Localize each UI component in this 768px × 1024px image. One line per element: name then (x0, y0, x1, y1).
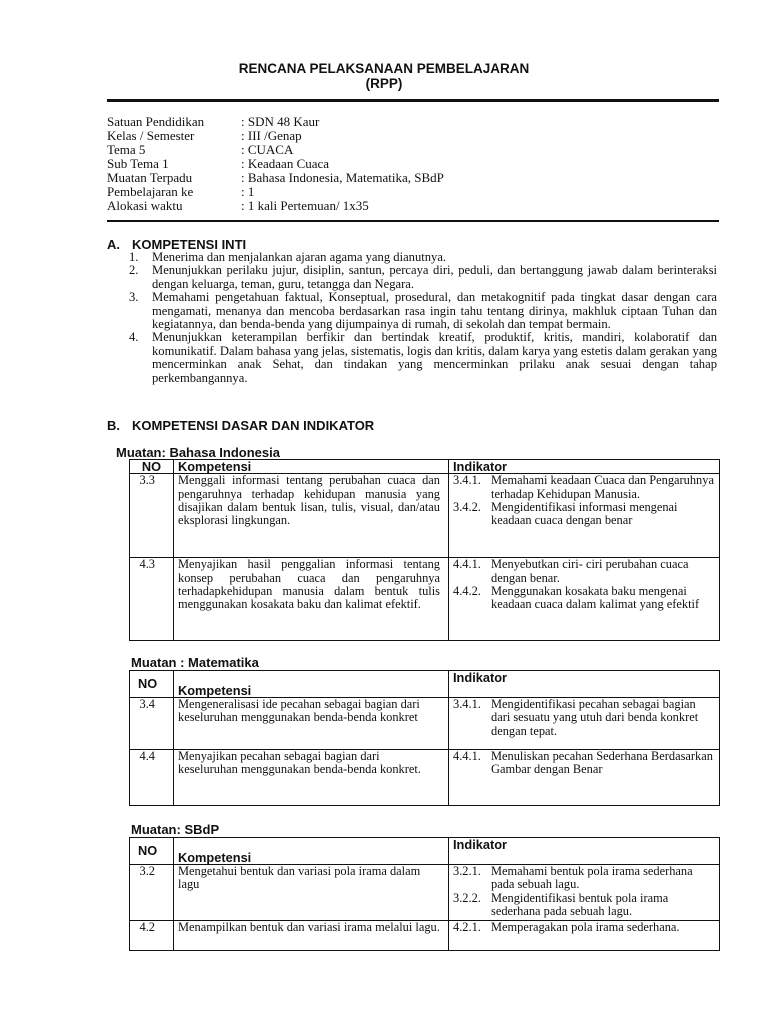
row-number: 4.3 (130, 558, 174, 641)
doc-title: RENCANA PELAKSANAAN PEMBELAJARAN (238, 61, 530, 76)
table-row (130, 558, 720, 641)
identity-value: : CUACA (241, 142, 294, 157)
row-kompetensi: Menyajikan hasil penggalian informasi tentang konsep perubahan cuaca dan pengaruhnya terhadapkehidupan manusia dalam bentuk tulis menggunakan kosakata baku dan kalimat efektif. (174, 558, 449, 641)
table-sbdp (129, 837, 720, 951)
row-indikator (449, 474, 720, 558)
row-indikator (449, 865, 720, 921)
indicator-code: 3.2.2. (453, 890, 481, 905)
list-item-text: Memahami pengetahuan faktual, Konseptual, prosedural, dan metakognitif pada tingkat dasar dengan cara mengamati, menanya dan mencoba berdasarkan rasa ingin tahu tentang dirinya, makhluk ciptaan Tuhan dan kegiatannya, dan benda-benda yang dijumpainya di rumah, di sekolah dan tempat bermain. (152, 290, 717, 332)
identity-row (107, 199, 719, 213)
indicator-item (453, 474, 715, 501)
list-item (129, 264, 717, 291)
list-item-number: 3. (129, 290, 139, 305)
top-divider (107, 99, 719, 102)
identity-label: Satuan Pendidikan (107, 114, 205, 129)
indicator-item (453, 865, 715, 892)
indicator-code: 3.4.2. (453, 499, 481, 514)
identity-row (107, 129, 719, 143)
doc-subtitle: (RPP) (365, 76, 403, 91)
row-number: 3.2 (130, 865, 174, 921)
row-kompetensi: Menggali informasi tentang perubahan cuaca dan pengaruhnya terhadap kehidupan manusia yang disajikan dalam bentuk lisan, tulis, visual, dan/atau eksplorasi lingkungan. (174, 474, 449, 558)
row-number: 3.3 (130, 474, 174, 558)
list-item-text: Menunjukkan keterampilan berfikir dan bertindak kreatif, produktif, kritis, mandiri, kolaboratif dan komunikatif. Dalam bahasa yang jelas, sistematis, logis dan kritis, dalam karya yang estetis dalam gerakan yang mencerminkan anak Sehat, dan tindakan yang mencerminkan prilaku anak sesuai dengan tahap perkembangannya. (152, 330, 717, 385)
identity-block (107, 115, 719, 213)
muatan-matematika-label: Muatan : Matematika (131, 655, 259, 670)
row-kompetensi: Mengetahui bentuk dan variasi pola irama dalam lagu (174, 865, 449, 921)
indicator-item (453, 501, 715, 528)
row-kompetensi: Menampilkan bentuk dan variasi irama melalui lagu. (174, 921, 449, 951)
indicator-code: 3.2.1. (453, 864, 481, 878)
identity-label: Sub Tema 1 (107, 156, 169, 171)
table-row (130, 865, 720, 921)
indicator-text: Mengidentifikasi pecahan sebagai bagian dari sesuatu yang utuh dari benda konkret dengan tepat. (491, 697, 699, 738)
identity-row (107, 157, 719, 171)
list-item-number: 4. (129, 330, 139, 345)
list-item-number: 1. (129, 250, 139, 264)
indicator-item (453, 558, 715, 585)
indicator-text: Mengidentifikasi bentuk pola irama sederhana pada sebuah lagu. (491, 890, 669, 918)
list-item (129, 291, 717, 331)
identity-value: : SDN 48 Kaur (241, 114, 320, 129)
identity-value: : 1 kali Pertemuan/ 1x35 (241, 198, 369, 213)
column-header-no: NO (130, 460, 174, 474)
table-header-row (130, 671, 720, 698)
list-item-text: Menerima dan menjalankan ajaran agama yang dianutnya. (152, 250, 447, 264)
row-indikator (449, 921, 720, 951)
muatan-sbdp-label: Muatan: SBdP (131, 822, 220, 837)
section-b-title: KOMPETENSI DASAR DAN INDIKATOR (132, 418, 375, 433)
indicator-item (453, 585, 715, 612)
column-header-no: NO (130, 838, 174, 865)
indicator-code: 4.2.1. (453, 920, 481, 934)
identity-label: Tema 5 (107, 142, 146, 157)
indicator-code: 3.4.1. (453, 697, 481, 711)
column-header-indikator: Indikator (449, 838, 720, 865)
table-row (130, 921, 720, 951)
muatan-bahasa-indonesia-label: Muatan: Bahasa Indonesia (116, 445, 280, 460)
row-kompetensi: Mengeneralisasi ide pecahan sebagai bagian dari keseluruhan menggunakan benda-benda konkret (174, 698, 449, 750)
row-indikator (449, 750, 720, 806)
section-b-heading (107, 418, 374, 433)
column-header-kompetensi: Kompetensi (174, 671, 449, 698)
identity-label: Alokasi waktu (107, 198, 183, 213)
identity-value: : III /Genap (241, 128, 302, 143)
indicator-text: Menuliskan pecahan Sederhana Berdasarkan Gambar dengan Benar (491, 749, 713, 777)
list-item-number: 2. (129, 263, 139, 278)
indicator-item (453, 921, 715, 934)
table-row (130, 474, 720, 558)
identity-value: : Bahasa Indonesia, Matematika, SBdP (241, 170, 444, 185)
indicator-code: 4.4.2. (453, 583, 481, 598)
row-indikator (449, 698, 720, 750)
row-number: 4.4 (130, 750, 174, 806)
indicator-text: Menggunakan kosakata baku mengenai keadaan cuaca dalam kalimat yang efektif (491, 583, 700, 612)
identity-row (107, 143, 719, 157)
list-item (129, 251, 717, 264)
row-number: 3.4 (130, 698, 174, 750)
section-b-letter: B. (107, 418, 120, 433)
table-header-row (130, 838, 720, 865)
identity-value: : Keadaan Cuaca (241, 156, 330, 171)
column-header-indikator: Indikator (449, 460, 720, 474)
table-header-row (130, 460, 720, 474)
row-number: 4.2 (130, 921, 174, 951)
table-row (130, 750, 720, 806)
indicator-text: Memahami bentuk pola irama sederhana pada sebuah lagu. (491, 864, 693, 892)
identity-label: Muatan Terpadu (107, 170, 193, 185)
identity-divider (107, 220, 719, 222)
column-header-kompetensi: Kompetensi (174, 460, 449, 474)
identity-row (107, 171, 719, 185)
indicator-code: 3.4.1. (453, 473, 481, 488)
list-item (129, 331, 717, 385)
identity-label: Pembelajaran ke (107, 184, 194, 199)
identity-row (107, 185, 719, 199)
section-a-letter: A. (107, 237, 120, 252)
table-bahasa-indonesia (129, 459, 720, 641)
table-row (130, 698, 720, 750)
row-indikator (449, 558, 720, 641)
indicator-code: 4.4.1. (453, 557, 481, 572)
list-item-text: Menunjukkan perilaku jujur, disiplin, santun, percaya diri, peduli, dan bertanggung jawab dalam berinteraksi dengan keluarga, teman, guru, tetangga dan Negara. (152, 263, 717, 291)
indicator-text: Mengidentifikasi informasi mengenai keadaan cuaca dengan benar (491, 499, 678, 528)
indicator-text: Memahami keadaan Cuaca dan Pengaruhnya terhadap Kehidupan Manusia. (491, 473, 714, 501)
indicator-item (453, 698, 715, 738)
table-matematika (129, 670, 720, 806)
column-header-no: NO (130, 671, 174, 698)
indicator-code: 4.4.1. (453, 749, 481, 763)
identity-value: : 1 (241, 184, 255, 199)
column-header-indikator: Indikator (449, 671, 720, 698)
identity-row (107, 115, 719, 129)
indicator-item (453, 892, 715, 919)
kompetensi-inti-list (129, 251, 717, 385)
identity-label: Kelas / Semester (107, 128, 195, 143)
indicator-text: Menyebutkan ciri- ciri perubahan cuaca dengan benar. (491, 557, 689, 585)
indicator-text: Memperagakan pola irama sederhana. (491, 920, 680, 934)
column-header-kompetensi: Kompetensi (174, 838, 449, 865)
indicator-item (453, 750, 715, 777)
row-kompetensi: Menyajikan pecahan sebagai bagian dari keseluruhan menggunakan benda-benda konkret. (174, 750, 449, 806)
section-a-title: KOMPETENSI INTI (132, 237, 247, 252)
